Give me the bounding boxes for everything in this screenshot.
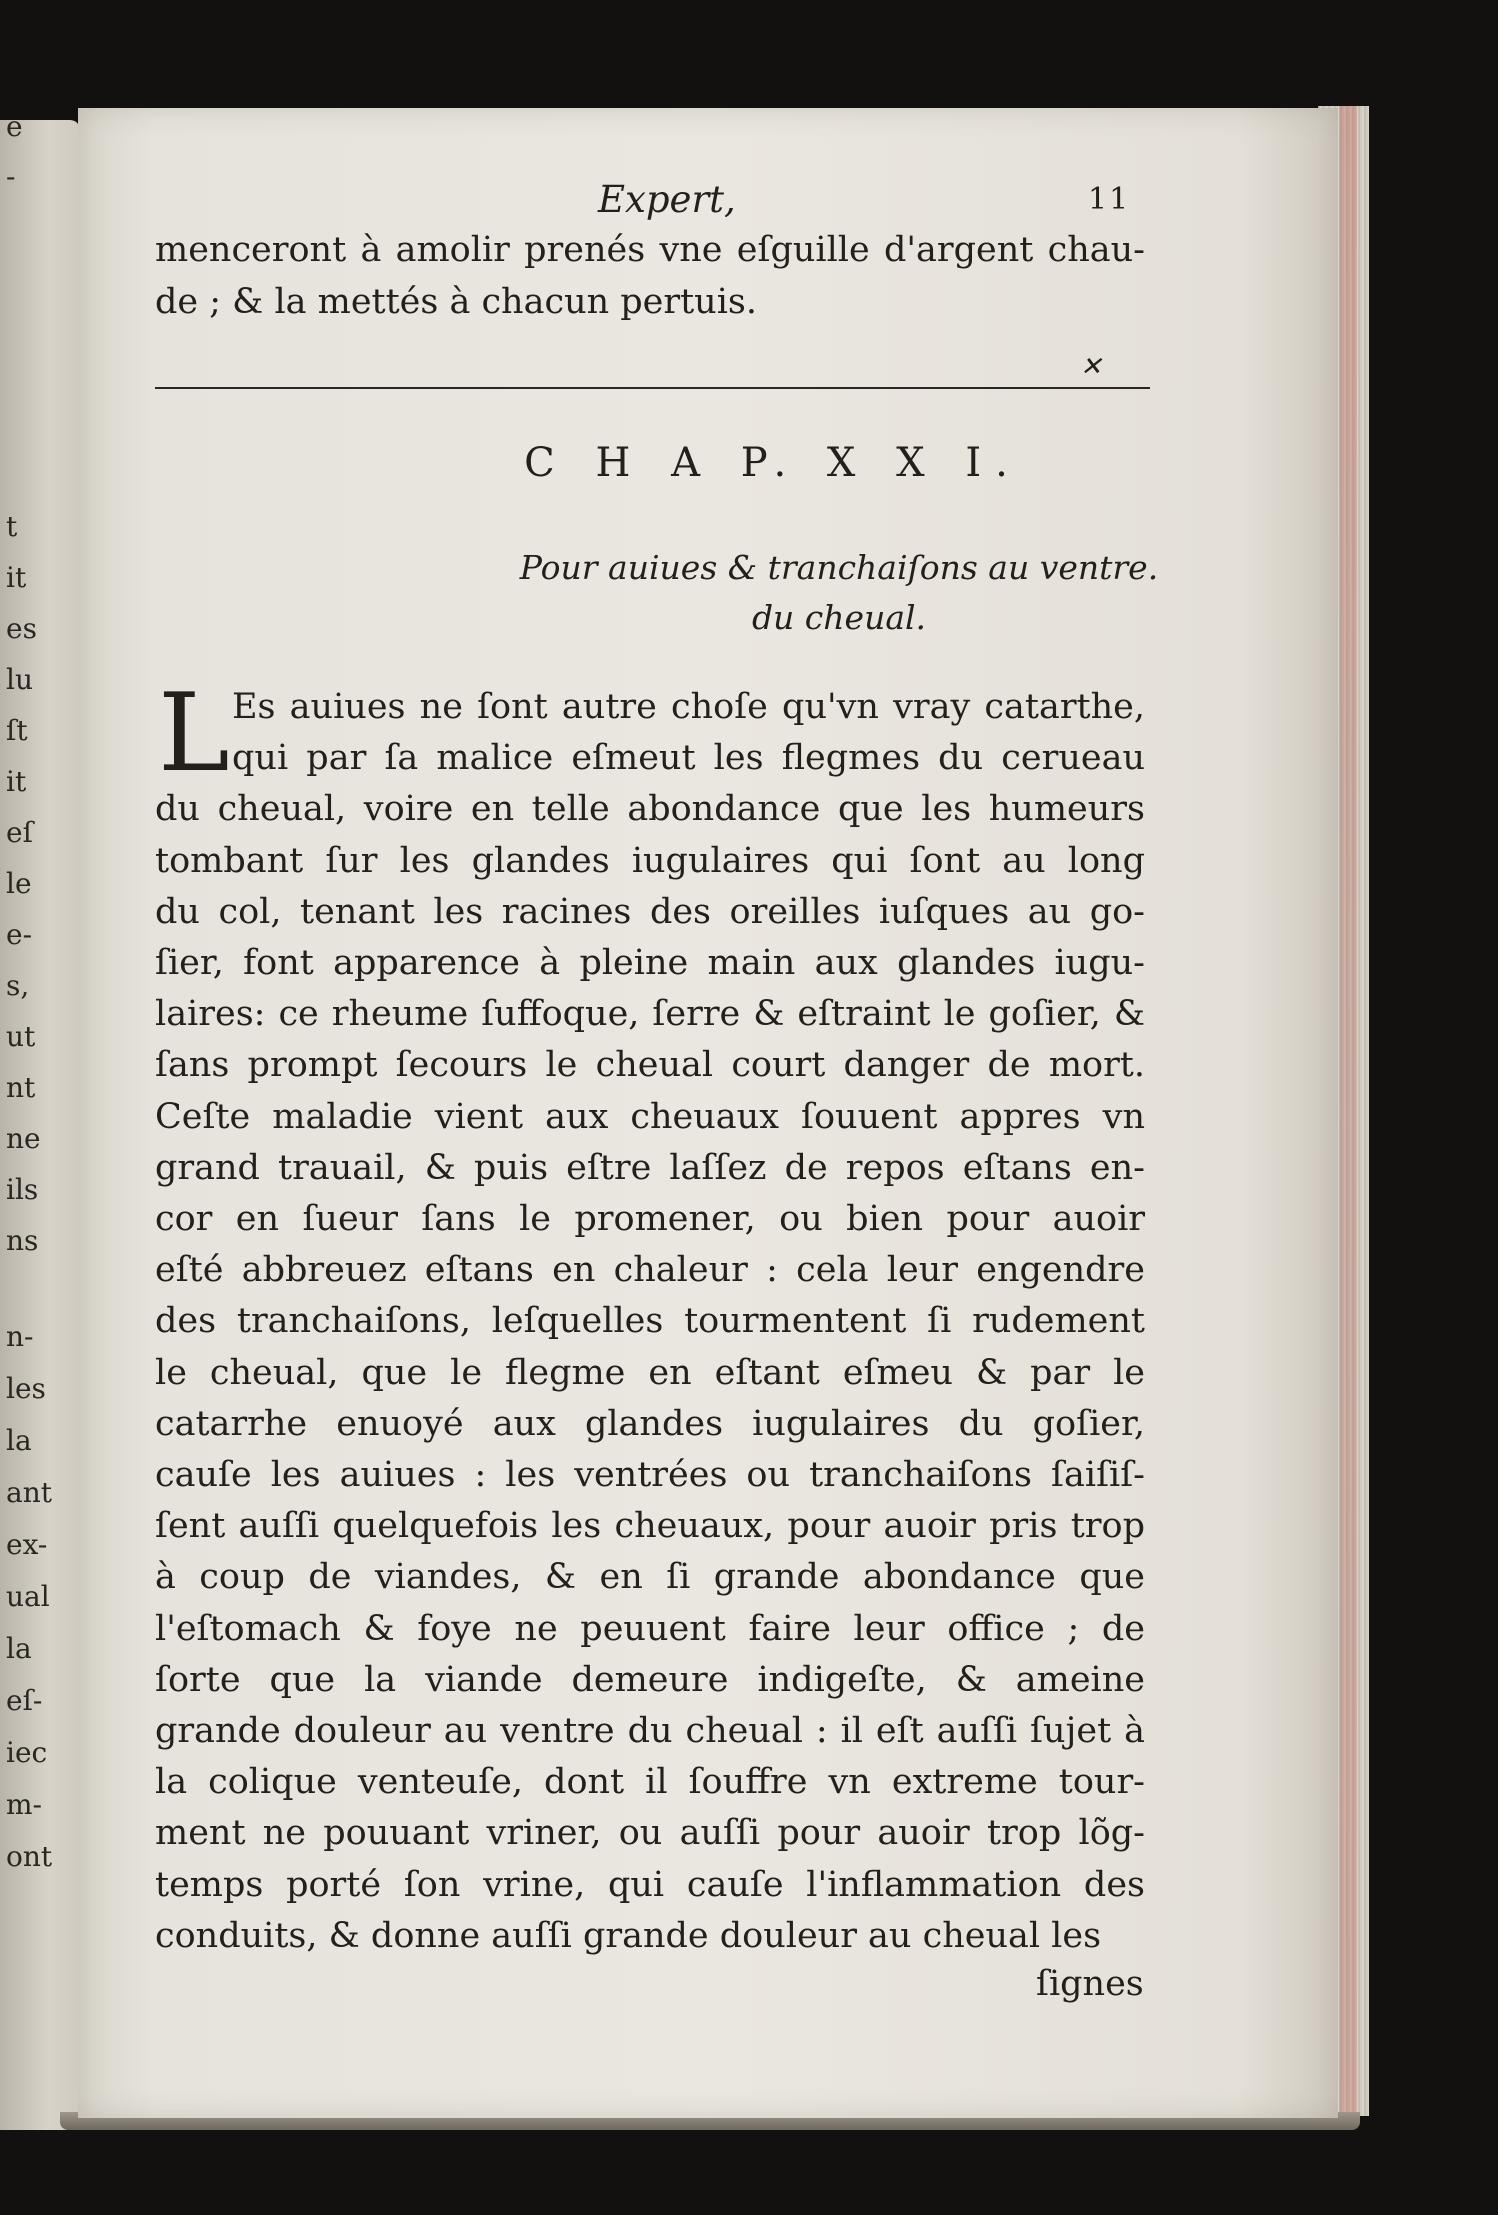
- continuation-line: menceront à amolir prenés vne eſguille d'argent chau-: [155, 230, 1145, 270]
- facing-page-fragment: e: [6, 120, 23, 143]
- facing-page-fragment: lu: [6, 663, 33, 696]
- facing-page-fragment: ant: [6, 1476, 52, 1509]
- body-line: du col, tenant les racines des oreilles iuſques au go-: [155, 891, 1145, 932]
- body-line: ſorte que la viande demeure indigeſte, & ameine: [155, 1659, 1145, 1700]
- body-line: laires: ce rheume ſuffoque, ſerre & eſtraint le goſier, &: [155, 994, 1145, 1035]
- facing-page-fragment: iec: [6, 1736, 48, 1769]
- facing-page-fragment: les: [6, 1372, 46, 1405]
- body-line: eſté abbreuez eſtans en chaleur : cela leur engendre: [155, 1250, 1145, 1291]
- facing-page-fragment: le: [6, 867, 32, 900]
- body-line: ſans prompt ſecours le cheual court danger de mort.: [155, 1045, 1145, 1086]
- drop-cap: L: [158, 671, 230, 796]
- body-line: temps porté ſon vrine, qui cauſe l'inflammation des: [155, 1864, 1145, 1905]
- facing-page-fragment: eſ-: [6, 1684, 43, 1717]
- facing-page-fragment: es: [6, 612, 37, 645]
- body-line: Ceſte maladie vient aux cheuaux ſouuent appres vn: [155, 1096, 1145, 1137]
- body-line: conduits, & donne auſſi grande douleur au cheual les: [155, 1915, 1102, 1956]
- body-line: catarrhe enuoyé aux glandes iugulaires du goſier,: [155, 1403, 1145, 1444]
- body-line: Es auiues ne ſont autre choſe qu'vn vray catarthe,: [232, 687, 1145, 727]
- body-line: cor en ſueur ſans le promener, ou bien pour auoir: [155, 1199, 1145, 1239]
- body-line: du cheual, voire en telle abondance que les humeurs: [155, 789, 1145, 830]
- body-line: la colique venteuſe, dont il ſouffre vn extreme tour-: [155, 1762, 1145, 1803]
- continuation-line: de ; & la mettés à chacun pertuis.: [155, 282, 758, 322]
- ink-mark: ✕: [1080, 352, 1102, 382]
- page-header: [0, 178, 1498, 228]
- red-edge-staining: [1339, 106, 1357, 2116]
- facing-page-fragment: n-: [6, 1320, 34, 1353]
- facing-page-fragment: e-: [6, 918, 33, 951]
- catchword: ſignes: [1036, 1964, 1144, 2004]
- chapter-subtitle: Pour auiues & tranchaiſons au ventre.: [519, 548, 1159, 587]
- facing-page-fragment: s,: [6, 969, 30, 1002]
- facing-page-fragment: it: [6, 765, 27, 798]
- facing-page-fragment: m-: [6, 1788, 43, 1821]
- folio-number: 11: [1088, 182, 1131, 217]
- facing-page-fragment: la: [6, 1424, 32, 1457]
- body-line: ment ne pouuant vriner, ou auſſi pour auoir trop lõg-: [155, 1813, 1145, 1854]
- body-line: cauſe les auiues : les ventrées ou tranchaiſons ſaiſiſ-: [155, 1455, 1145, 1495]
- facing-page-fragment: ne: [6, 1122, 41, 1155]
- facing-page-edge: [0, 120, 80, 2130]
- section-rule: [155, 387, 1150, 389]
- facing-page-fragment: ſt: [6, 714, 28, 747]
- chapter-subtitle-line2: du cheual.: [751, 598, 927, 637]
- body-line: ſier, font apparence à pleine main aux glandes iugu-: [155, 943, 1145, 983]
- facing-page-fragment: nt: [6, 1071, 36, 1104]
- facing-page-fragment: ex-: [6, 1528, 48, 1561]
- body-line: grand trauail, & puis eſtre laſſez de repos eſtans en-: [155, 1147, 1145, 1188]
- facing-page-fragment: eſ: [6, 816, 33, 849]
- facing-page-fragment: ual: [6, 1580, 50, 1613]
- facing-page-fragment: la: [6, 1632, 32, 1665]
- running-head: Expert,: [598, 178, 736, 221]
- facing-page-fragment: -: [6, 160, 16, 193]
- facing-page-fragment: t: [6, 510, 18, 543]
- facing-page-fragment: ont: [6, 1840, 53, 1873]
- body-line: des tranchaiſons, leſquelles tourmentent ſi rudement: [155, 1301, 1145, 1342]
- body-line: grande douleur au ventre du cheual : il eſt auſſi ſujet à: [155, 1711, 1145, 1751]
- facing-page-fragment: ns: [6, 1224, 39, 1257]
- body-line: tombant ſur les glandes iugulaires qui ſont au long: [155, 840, 1145, 881]
- body-line: ſent auſſi quelquefois les cheuaux, pour auoir pris trop: [155, 1506, 1145, 1547]
- facing-page-fragment: it: [6, 561, 27, 594]
- body-line: à coup de viandes, & en ſi grande abondance que: [155, 1557, 1145, 1598]
- body-line: le cheual, que le flegme en eſtant eſmeu & par le: [155, 1352, 1145, 1393]
- facing-page-fragment: ut: [6, 1020, 36, 1053]
- body-line: qui par ſa malice eſmeut les flegmes du cerueau: [232, 738, 1145, 779]
- body-line: l'eſtomach & foye ne peuuent faire leur office ; de: [155, 1608, 1145, 1649]
- chapter-heading: C H A P. X X I.: [524, 440, 1022, 486]
- facing-page-fragment: ils: [6, 1173, 39, 1206]
